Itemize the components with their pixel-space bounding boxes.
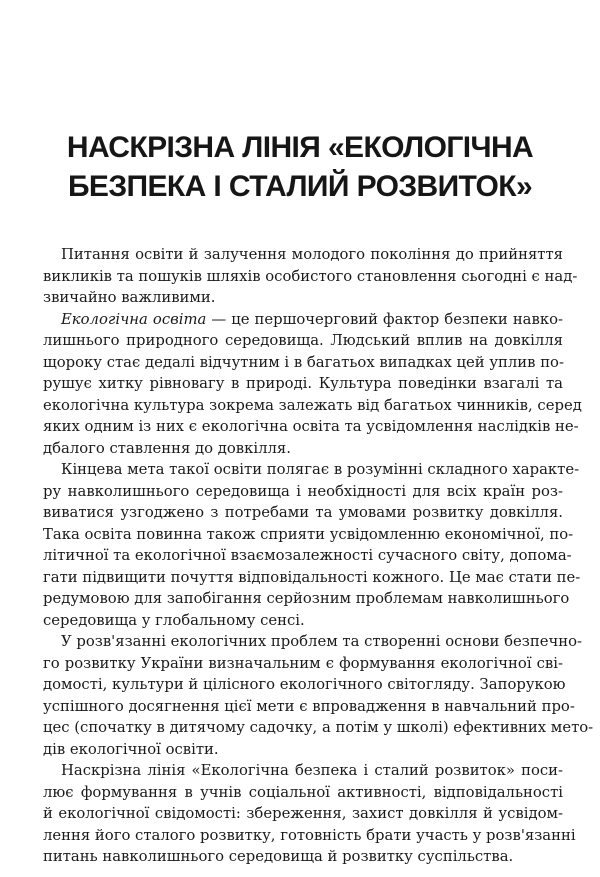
text-line: рушує хитку рівновагу в природі. Культура поведінки взагалі та — [43, 375, 563, 392]
paragraph-3 — [43, 459, 581, 631]
text-line: лює формування в учнів соціальної активності, відповідальності — [43, 783, 563, 801]
paragraph-2 — [43, 309, 582, 460]
text-line: редумовою для запобігання серйозним проблемам навколишнього — [43, 590, 570, 607]
text-line: го розвитку України визначальним є формування екологічної сві- — [43, 654, 563, 672]
italic-term: Екологічна освіта — [61, 310, 207, 328]
text-line: дбалого ставлення до довкілля. — [43, 439, 291, 457]
text-line: лення його сталого розвитку, готовність брати участь у розв'язанні — [43, 826, 576, 844]
text-line: виватися узгоджено з потребами та умовами розвитку довкілля. — [43, 504, 563, 521]
text-line: Кінцева мета такої освіти полягає в розумінні складного характе- — [61, 461, 580, 478]
page-title-line-2: БЕЗПЕКА І СТАЛИЙ РОЗВИТОК» — [67, 170, 533, 203]
text-line: лишнього природного середовища. Людський вплив на довкілля — [43, 332, 563, 349]
paragraph-5 — [43, 760, 576, 868]
text-line: питань навколишнього середовища й розвитку суспільства. — [43, 848, 514, 865]
text-line: дів екологічної освіти. — [43, 740, 219, 758]
text-line: Така освіта повинна також сприяти усвідомленню економічної, по- — [43, 525, 574, 543]
paragraph-1 — [43, 244, 578, 309]
text-line: щороку стає дедалі відчутним і в багатьох випадках цей уплив по- — [43, 353, 564, 371]
text-line: ру навколишнього середовища і необхідності для всіх країн роз- — [43, 482, 563, 500]
document-body — [43, 244, 594, 868]
text-line-with-italic-lead — [43, 309, 563, 331]
text-line: звичайно важливими. — [43, 289, 216, 306]
text-line: й екологічної свідомості: збереження, захист довкілля й усвідом- — [43, 805, 563, 822]
text-line: цес (спочатку в дитячому садочку, а потім у школі) ефективних мето- — [43, 719, 594, 736]
text-line: яких одним із них є екологічна освіта та усвідомлення наслідків не- — [43, 418, 579, 435]
page-title-line-1: НАСКРІЗНА ЛІНІЯ «ЕКОЛОГІЧНА — [66, 131, 534, 164]
text-line: У розв'язанні екологічних проблем та створенні основи безпечно- — [61, 633, 582, 650]
text-line: успішного досягнення цієї мети є впровадження в навчальний про- — [43, 697, 575, 715]
text-line: гати підвищити почуття відповідальності кожного. Це має стати пе- — [43, 568, 581, 586]
text-line: літичної та екологічної взаємозалежності сучасного світу, допома- — [43, 547, 572, 564]
text-line: викликів та пошуків шляхів особистого становлення сьогодні є над- — [43, 267, 578, 285]
paragraph-4 — [43, 631, 594, 760]
text-line-rest: — це першочерговий фактор безпеки навко- — [206, 310, 563, 328]
text-line: екологічна культура зокрема залежать від багатьох чинників, серед — [43, 396, 582, 414]
text-line: середовища у глобальному сенсі. — [43, 611, 305, 629]
text-line: Наскрізна лінія «Екологічна безпека і сталий розвиток» поси- — [61, 762, 563, 779]
text-line: домості, культури й цілісного екологічного світогляду. Запорукою — [43, 676, 566, 693]
text-line: Питання освіти й залучення молодого покоління до прийняття — [61, 246, 563, 263]
